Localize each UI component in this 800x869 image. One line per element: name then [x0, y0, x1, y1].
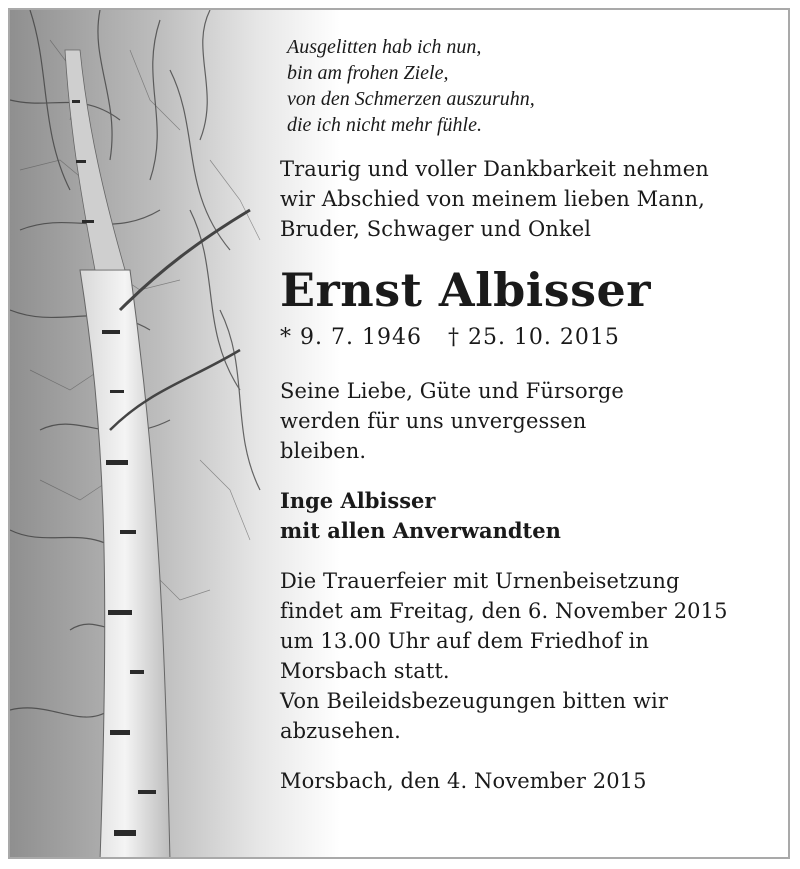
service-line: Die Trauerfeier mit Urnenbeisetzung: [280, 569, 680, 593]
family-line: mit allen Anverwandten: [280, 518, 561, 543]
service-line: findet am Freitag, den 6. November 2015: [280, 599, 728, 623]
service-line: Von Beileidsbezeugungen bitten wir: [280, 689, 668, 713]
place-and-date: Morsbach, den 4. November 2015: [280, 769, 647, 793]
family-line: Inge Albisser: [280, 488, 436, 513]
poem-line: die ich nicht mehr fühle.: [287, 114, 482, 136]
intro-paragraph: [280, 154, 780, 244]
tribute-line: Seine Liebe, Güte und Fürsorge: [280, 379, 624, 403]
death-date: † 25. 10. 2015: [447, 325, 620, 350]
life-dates: [280, 324, 780, 352]
intro-line: Traurig und voller Dankbarkeit nehmen: [280, 157, 709, 181]
service-line: Morsbach statt.: [280, 659, 450, 683]
intro-line: wir Abschied von meinem lieben Mann,: [280, 187, 705, 211]
tribute-line: werden für uns unvergessen: [280, 409, 587, 433]
family-signature: [280, 486, 780, 546]
service-line: abzusehen.: [280, 719, 401, 743]
service-line: um 13.00 Uhr auf dem Friedhof in: [280, 629, 650, 653]
obituary-text: [280, 34, 780, 816]
obituary-card: [8, 8, 790, 859]
poem-line: bin am frohen Ziele,: [287, 62, 449, 84]
service-paragraph: [280, 566, 780, 746]
poem-line: von den Schmerzen auszuruhn,: [287, 88, 535, 110]
poem-line: Ausgelitten hab ich nun,: [287, 36, 482, 58]
birth-date: * 9. 7. 1946: [280, 325, 422, 350]
tribute-line: bleiben.: [280, 439, 367, 463]
intro-line: Bruder, Schwager und Onkel: [280, 217, 592, 241]
poem: [287, 34, 780, 138]
tribute-paragraph: [280, 376, 780, 466]
deceased-name: Ernst Albisser: [280, 263, 652, 317]
